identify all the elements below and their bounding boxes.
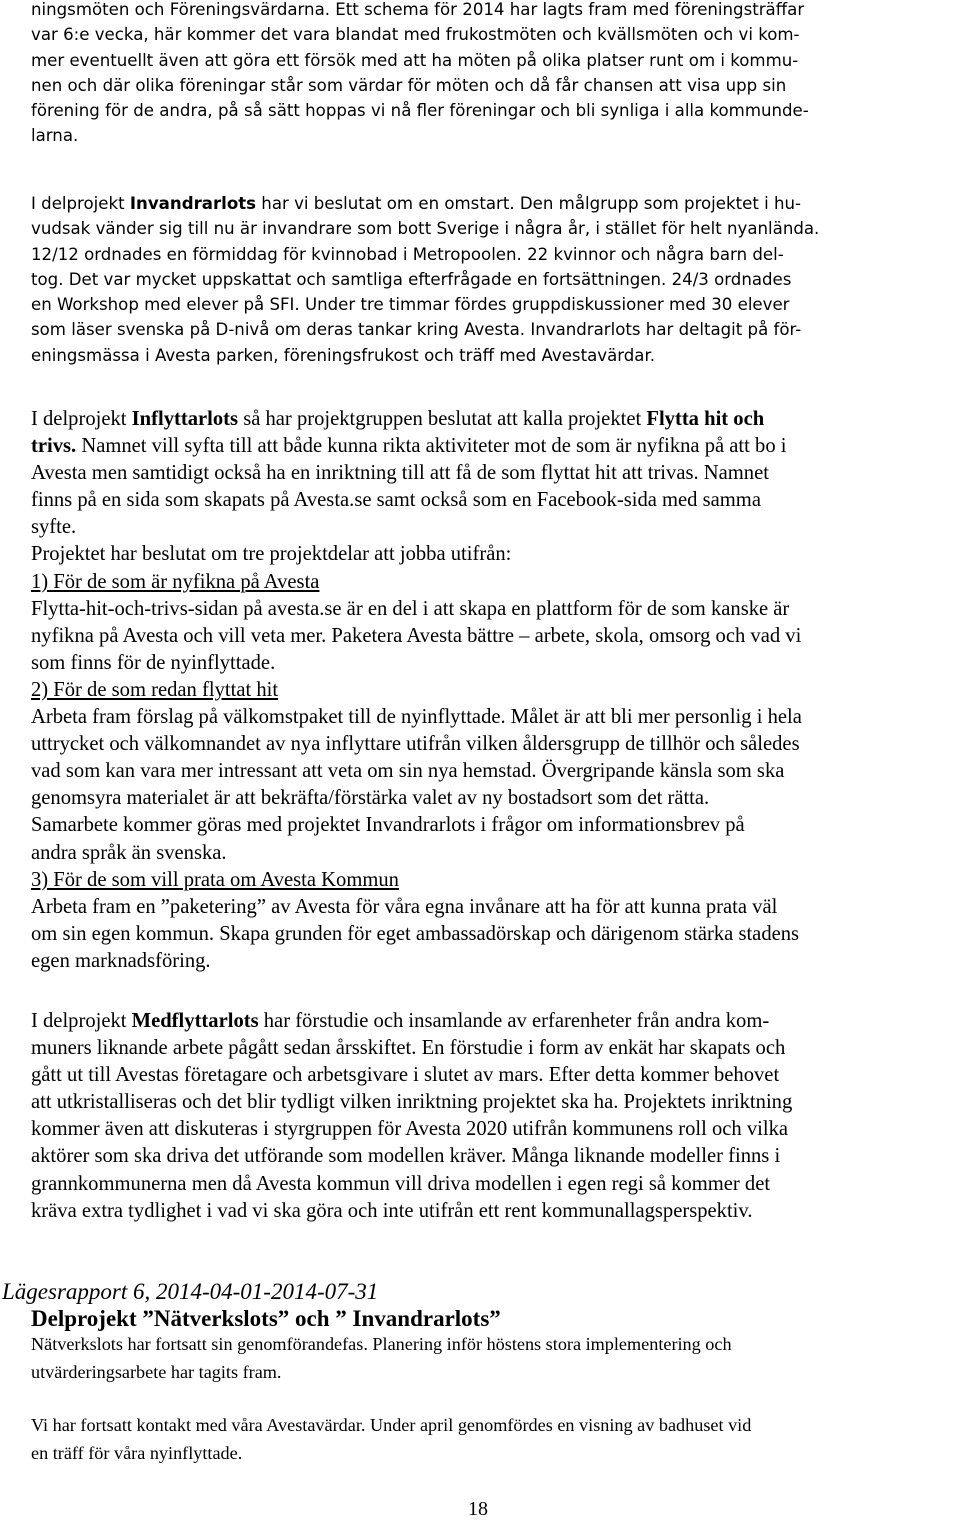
text-line: vudsak vänder sig till nu är invandrare som bott Sverige i några år, i stället för helt nyanlända.: [31, 219, 820, 239]
project-title-end: trivs.: [31, 435, 77, 458]
text-line: gått ut till Avestas företagare och arbetsgivare i slutet av mars. Efter detta kommer behovet: [31, 1064, 780, 1087]
text-line: Flytta-hit-och-trivs-sidan på avesta.se är en del i att skapa en plattform för de som kanske är: [31, 597, 790, 620]
report-paragraph-2: [31, 1412, 958, 1467]
text-line: eningsmässa i Avesta parken, föreningsfrukost och träff med Avestavärdar.: [31, 345, 656, 365]
text-line: mer eventuellt även att göra ett försök med att ha möten på olika platser runt om i kommu-: [31, 50, 799, 70]
text-line: Vi har fortsatt kontakt med våra Avestavärdar. Under april genomfördes en visning av badhuset vid: [31, 1415, 752, 1435]
text-line: som läser svenska på D-nivå om deras tankar kring Avesta. Invandrarlots har deltagit på för-: [31, 320, 802, 340]
text-line: att utkristalliseras och det blir tydligt vilken inriktning projektet ska ha. Projektets inriktning: [31, 1091, 793, 1114]
text-line: [31, 1008, 958, 1035]
text-line: 12/12 ordnades en förmiddag för kvinnobad i Metropoolen. 22 kvinnor och några barn del-: [31, 244, 784, 264]
text-line: om sin egen kommun. Skapa grunden för eget ambassadörskap och därigenom stärka stadens: [31, 922, 800, 945]
text-line: Nätverkslots har fortsatt sin genomförandefas. Planering inför höstens stora implementering och: [31, 1334, 732, 1354]
text-line: nyfikna på Avesta och vill veta mer. Paketera Avesta bättre – arbete, skola, omsorg och vad vi: [31, 624, 802, 647]
text-line: syfte.: [31, 516, 77, 539]
text-line: var 6:e vecka, här kommer det vara blandat med frukostmöten och kvällsmöten och vi kom-: [31, 25, 800, 45]
text-line: som finns för de nyinflyttade.: [31, 651, 276, 674]
text-line: Projektet har beslutat om tre projektdelar att jobba utifrån:: [31, 543, 512, 566]
text-line: [31, 406, 958, 433]
text-line: Arbeta fram en ”paketering” av Avesta för våra egna invånare att ha för att kunna prata väl: [31, 895, 778, 918]
report-subheading: Delprojekt ”Nätverkslots” och ” Invandrarlots”: [31, 1306, 501, 1331]
part-heading: 2) För de som redan flyttat hit: [31, 678, 279, 701]
text-run: I delprojekt: [31, 1010, 132, 1032]
project-name: Inflyttarlots: [131, 408, 239, 430]
inflyttarlots-section: [31, 406, 958, 975]
part-heading: 3) För de som vill prata om Avesta Kommun: [31, 868, 399, 891]
text-line: grannkommunerna men då Avesta kommun vill driva modellen i egen regi så kommer det: [31, 1172, 771, 1195]
text-line: ningsmöten och Föreningsvärdarna. Ett schema för 2014 har lagts fram med föreningsträffar: [31, 0, 805, 19]
text-line: andra språk än svenska.: [31, 841, 227, 864]
project-title: Flytta hit och: [646, 408, 765, 430]
text-line: utvärderingsarbete har tagits fram.: [31, 1361, 282, 1382]
text-line: [31, 191, 958, 216]
invandrarlots-paragraph: [31, 191, 958, 368]
text-line: larna.: [31, 126, 79, 146]
text-line: förening för de andra, på så sätt hoppas vi nå fler föreningar och bli synliga i alla kommunde-: [31, 101, 809, 121]
intro-paragraph: [31, 0, 958, 149]
report-paragraph-1: [31, 1331, 958, 1386]
text-line: Samarbete kommer göras med projektet Invandrarlots i frågor om informationsbrev på: [31, 814, 745, 837]
text-run: Namnet vill syfta till att både kunna rikta aktiviteter mot de som är nyfikna på att bo i: [76, 435, 787, 458]
text-line: egen marknadsföring.: [31, 949, 211, 972]
text-line: genomsyra materialet är att bekräfta/förstärka valet av ny bostadsort som det rätta.: [31, 787, 710, 810]
project-name: Invandrarlots: [129, 194, 257, 213]
page-number: 18: [468, 1498, 488, 1520]
text-line: kommer även att diskuteras i styrgruppen för Avesta 2020 utifrån kommunens roll och vilka: [31, 1118, 789, 1141]
part-heading: 1) För de som är nyfikna på Avesta: [31, 570, 320, 593]
text-line: nen och där olika föreningar står som värdar för möten och då får chansen att visa upp sin: [31, 75, 787, 95]
text-line: finns på en sida som skapats på Avesta.se samt också som en Facebook-sida med samma: [31, 489, 761, 512]
report-heading: Lägesrapport 6, 2014-04-01-2014-07-31: [2, 1279, 379, 1304]
text-line: [31, 433, 958, 460]
text-line: muners liknande arbete pågått sedan årsskiftet. En förstudie i form av enkät har skapats och: [31, 1037, 786, 1060]
text-line: uttrycket och välkomnandet av nya inflyttare utifrån vilken åldersgrupp de tillhör och således: [31, 733, 800, 756]
medflyttarlots-paragraph: [31, 1008, 958, 1225]
text-line: vad som kan vara mer intressant att veta om sin nya hemstad. Övergripande känsla som ska: [31, 760, 785, 783]
text-run: har vi beslutat om en omstart. Den målgrupp som projektet i hu-: [256, 194, 802, 213]
text-line: tog. Det var mycket uppskattat och samtliga efterfrågade en fortsättningen. 24/3 ordnades: [31, 269, 792, 289]
text-run: har förstudie och insamlande av erfarenheter från andra kom-: [258, 1010, 770, 1032]
text-line: aktörer som ska driva det utförande som modellen kräver. Många liknande modeller finns i: [31, 1145, 781, 1168]
text-line: en Workshop med elever på SFI. Under tre timmar fördes gruppdiskussioner med 30 elever: [31, 295, 790, 315]
text-line: en träff för våra nyinflyttade.: [31, 1442, 243, 1463]
text-line: Arbeta fram förslag på välkomstpaket till de nyinflyttade. Målet är att bli mer personlig i hela: [31, 706, 802, 729]
text-line: Avesta men samtidigt också ha en inriktning till att få de som flyttat hit att trivas. Namnet: [31, 462, 769, 485]
text-run: så har projektgruppen beslutat att kalla projektet: [238, 408, 647, 430]
project-name: Medflyttarlots: [131, 1010, 259, 1032]
text-run: I delprojekt: [31, 194, 130, 213]
text-run: I delprojekt: [31, 408, 132, 430]
text-line: kräva extra tydlighet i vad vi ska göra och inte utifrån ett rent kommunallagsperspektiv.: [31, 1199, 753, 1222]
